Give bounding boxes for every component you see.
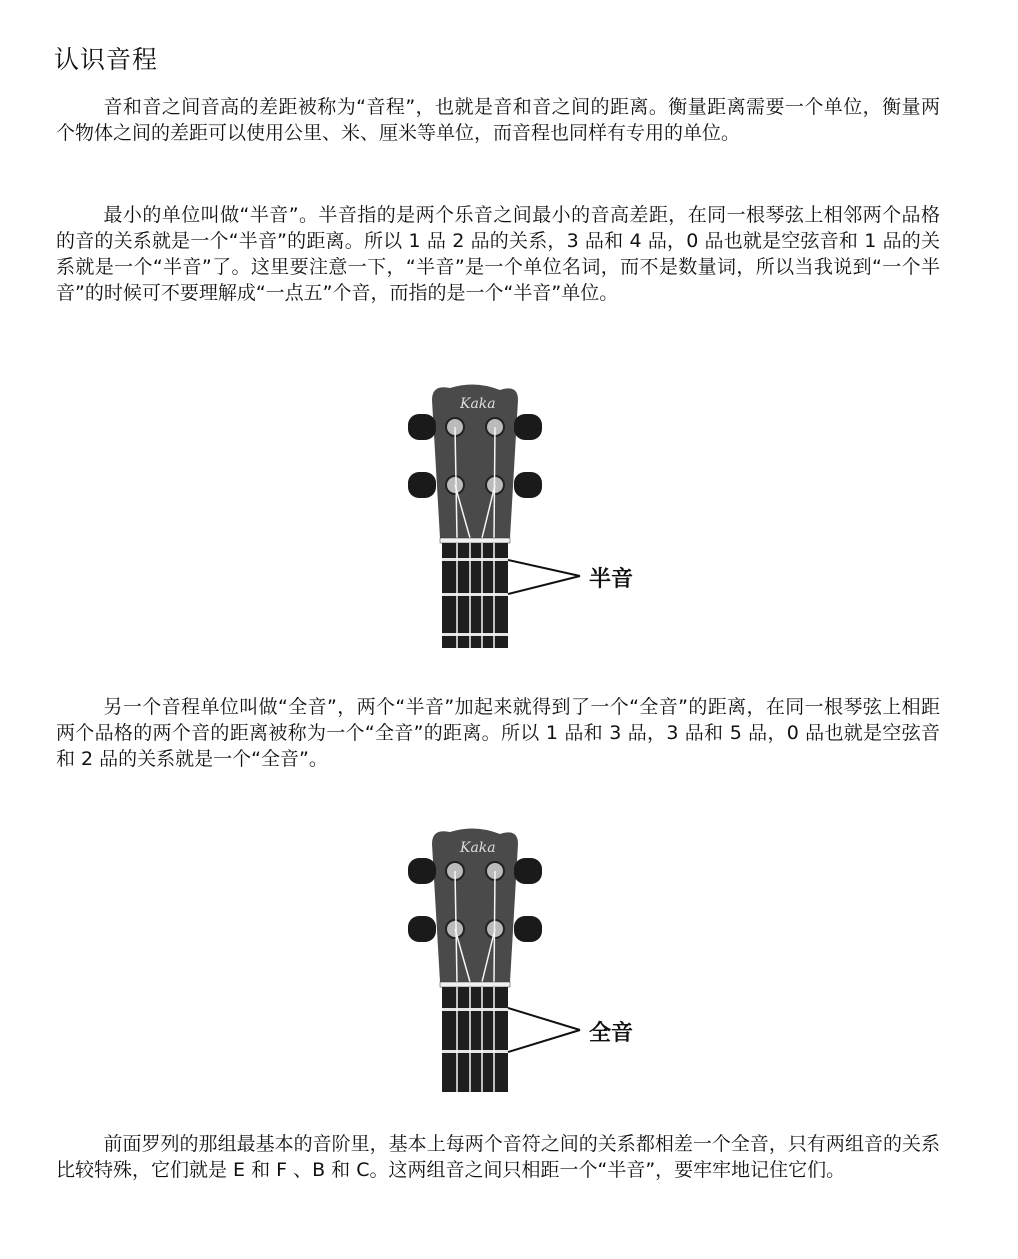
wholetone-figure <box>400 822 650 1094</box>
headstock-logo-text: Kaka <box>460 840 496 856</box>
paragraph-wholetone: 另一个音程单位叫做“全音”，两个“半音”加起来就得到了一个“全音”的距离，在同一根琴弦上相距两个品格的两个音的距离被称为一个“全音”的距离。所以 1 品和 3 品，3 品和 5 品，0 品也就是空弦音和 2 品的关系就是一个“全音”。 <box>56 696 940 770</box>
semitone-figure <box>400 378 650 650</box>
paragraph-intro: 音和音之间音高的差距被称为“音程”，也就是音和音之间的距离。衡量距离需要一个单位，衡量两个物体之间的差距可以使用公里、米、厘米等单位，而音程也同样有专用的单位。 <box>56 96 940 144</box>
page-title: 认识音程 <box>54 45 159 74</box>
ukulele-headstock-illustration <box>400 822 650 1094</box>
paragraph-semitone: 最小的单位叫做“半音”。半音指的是两个乐音之间最小的音高差距，在同一根琴弦上相邻两个品格的音的关系就是一个“半音”的距离。所以 1 品 2 品的关系，3 品和 4 品，0 品也就是空弦音和 1 品的关系就是一个“半音”了。这里要注意一下，“半音”是一个单位名词，而不是数量词，所以当我说到“一个半音”的时候可不要理解成“一点五”个音，而指的是一个“半音”单位。 <box>56 204 940 304</box>
semitone-label: 半音 <box>589 566 634 592</box>
paragraph-scale-note: 前面罗列的那组最基本的音阶里，基本上每两个音符之间的关系都相差一个全音，只有两组音的关系比较特殊，它们就是 E 和 F 、B 和 C。这两组音之间只相距一个“半音”，要牢牢地记住它们。 <box>56 1133 940 1181</box>
headstock-logo-text: Kaka <box>460 396 496 412</box>
ukulele-headstock-illustration <box>400 378 650 650</box>
wholetone-label: 全音 <box>589 1020 634 1046</box>
